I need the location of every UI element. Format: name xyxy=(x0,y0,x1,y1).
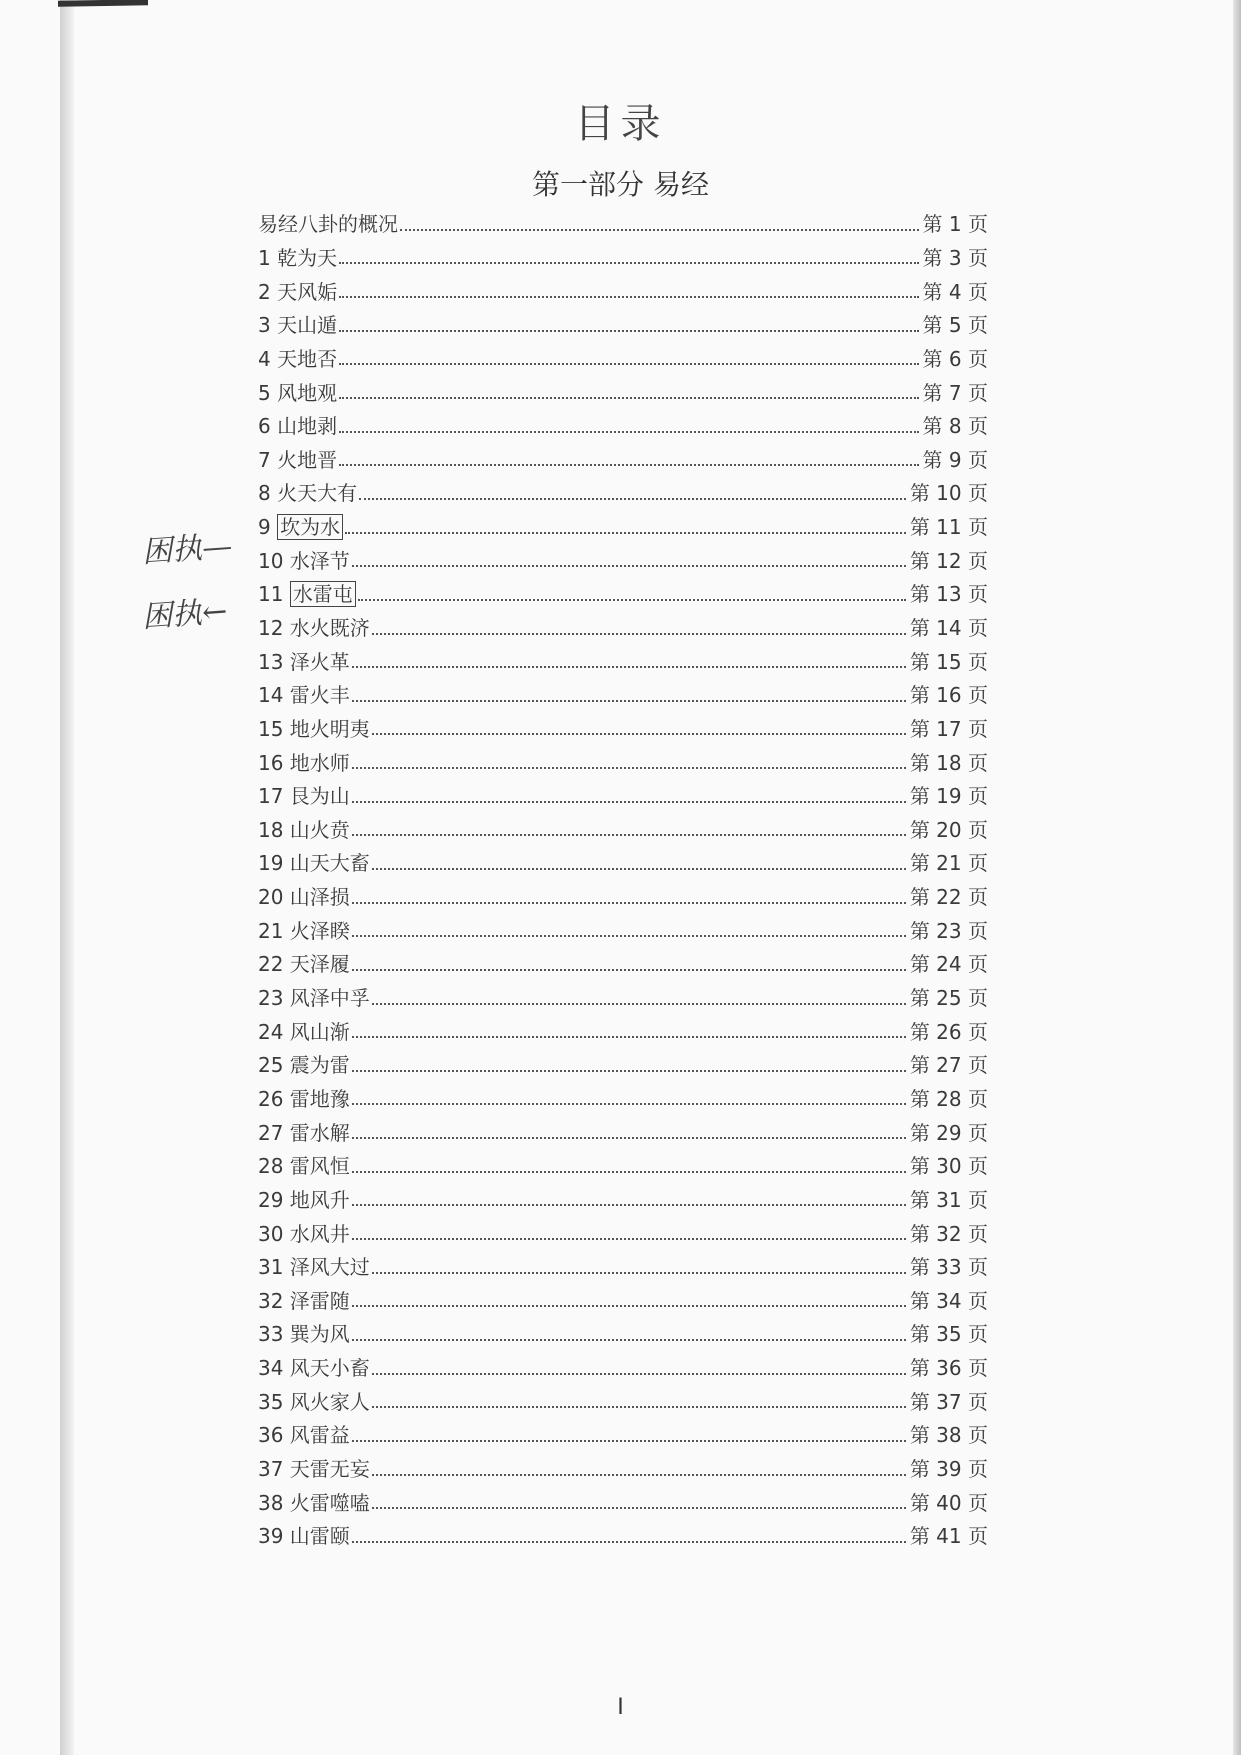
toc-entry[interactable] xyxy=(258,879,988,913)
toc-label: 8 火天大有 xyxy=(258,481,358,506)
toc-entry[interactable] xyxy=(258,711,988,745)
toc-entry[interactable] xyxy=(258,273,988,307)
toc-entry[interactable] xyxy=(258,542,988,576)
toc-label: 18 山火贲 xyxy=(258,817,350,842)
toc-entry[interactable] xyxy=(258,812,988,846)
toc-page: 第 38 页 xyxy=(909,1423,988,1448)
toc-entry[interactable] xyxy=(258,643,988,677)
toc-page: 第 25 页 xyxy=(909,986,988,1011)
dot-leader xyxy=(372,633,906,635)
toc-page: 第 39 页 xyxy=(909,1457,988,1482)
dot-leader xyxy=(339,397,918,399)
toc-label: 15 地火明夷 xyxy=(258,716,370,741)
toc-entry[interactable] xyxy=(258,1383,988,1417)
dot-leader xyxy=(352,1541,906,1543)
toc-entry[interactable] xyxy=(258,408,988,442)
toc-entry[interactable] xyxy=(258,307,988,341)
dot-leader xyxy=(372,868,906,870)
toc-page: 第 15 页 xyxy=(909,649,988,674)
toc-page: 第 29 页 xyxy=(909,1120,988,1145)
dot-leader xyxy=(352,1238,906,1240)
dot-leader xyxy=(345,532,906,534)
toc-page: 第 28 页 xyxy=(909,1086,988,1111)
toc-label: 20 山泽损 xyxy=(258,885,350,910)
dot-leader xyxy=(372,733,906,735)
toc-entry[interactable] xyxy=(258,610,988,644)
dot-leader xyxy=(372,1003,906,1005)
toc-number: 11 xyxy=(258,582,284,607)
toc-label: 32 泽雷随 xyxy=(258,1288,350,1313)
toc-page: 第 41 页 xyxy=(909,1524,988,1549)
dot-leader xyxy=(352,1103,906,1105)
toc-label: 易经八卦的概况 xyxy=(258,212,398,237)
toc-entry[interactable] xyxy=(258,1182,988,1216)
dot-leader xyxy=(372,1507,906,1509)
toc-entry[interactable] xyxy=(258,1249,988,1283)
dot-leader xyxy=(352,1137,906,1139)
toc-entry[interactable] xyxy=(258,341,988,375)
toc-page: 第 18 页 xyxy=(909,750,988,775)
dot-leader xyxy=(352,1440,906,1442)
dot-leader xyxy=(339,363,918,365)
toc-page: 第 5 页 xyxy=(922,313,988,338)
dot-leader xyxy=(372,1406,906,1408)
toc-label xyxy=(258,578,358,607)
toc-label: 12 水火既济 xyxy=(258,616,370,640)
toc-label: 36 风雷益 xyxy=(258,1423,350,1448)
toc-entry[interactable] xyxy=(258,1316,988,1350)
dot-leader xyxy=(352,1070,906,1072)
toc-page: 第 3 页 xyxy=(922,245,988,270)
toc-entry[interactable] xyxy=(258,475,988,509)
toc-label: 33 巽为风 xyxy=(258,1322,350,1347)
toc-page: 第 13 页 xyxy=(909,582,988,607)
boxed-hexagram-name: 坎为水 xyxy=(277,514,343,540)
toc-page: 第 17 页 xyxy=(909,716,988,741)
toc-page: 第 21 页 xyxy=(909,851,988,876)
dot-leader xyxy=(372,1373,906,1375)
toc-entry[interactable] xyxy=(258,240,988,274)
dot-leader xyxy=(400,229,919,231)
toc-entry[interactable] xyxy=(258,1081,988,1115)
toc-entry[interactable] xyxy=(258,845,988,879)
toc-page: 第 31 页 xyxy=(909,1187,988,1212)
toc-page: 第 20 页 xyxy=(909,817,988,842)
scan-mark xyxy=(58,0,148,7)
toc-label: 2 天风姤 xyxy=(258,279,338,304)
toc-label: 4 天地否 xyxy=(258,346,338,371)
toc-page: 第 30 页 xyxy=(909,1154,988,1179)
toc-page: 第 4 页 xyxy=(922,279,988,304)
toc-entry[interactable] xyxy=(258,1114,988,1148)
toc-label: 29 地风升 xyxy=(258,1187,350,1212)
toc-entry-annotated[interactable] xyxy=(258,509,988,543)
toc-entry[interactable] xyxy=(258,1350,988,1384)
dot-leader xyxy=(358,599,906,601)
toc-entry-annotated[interactable] xyxy=(258,576,988,610)
toc-label: 16 地水师 xyxy=(258,750,350,775)
toc-page: 第 11 页 xyxy=(909,515,988,540)
toc-label: 21 火泽睽 xyxy=(258,918,350,943)
toc-label: 31 泽风大过 xyxy=(258,1255,370,1280)
toc-label: 23 风泽中孚 xyxy=(258,986,370,1011)
dot-leader xyxy=(352,969,906,971)
page-edge xyxy=(1233,0,1241,1755)
toc-entry[interactable] xyxy=(258,374,988,408)
toc-page: 第 22 页 xyxy=(909,885,988,910)
toc-entry[interactable] xyxy=(258,744,988,778)
toc-entry[interactable] xyxy=(258,441,988,475)
dot-leader xyxy=(352,565,906,567)
toc-page: 第 27 页 xyxy=(909,1053,988,1078)
boxed-hexagram-name: 水雷屯 xyxy=(290,581,356,607)
toc-page: 第 36 页 xyxy=(909,1356,988,1381)
toc-page: 第 24 页 xyxy=(909,952,988,977)
toc-page: 第 14 页 xyxy=(909,616,988,640)
dot-leader xyxy=(339,330,918,332)
binding-shadow xyxy=(60,0,74,1755)
toc-label: 39 山雷颐 xyxy=(258,1524,350,1549)
toc-label: 27 雷水解 xyxy=(258,1120,350,1145)
handwritten-note: 困执← xyxy=(141,594,229,635)
toc-entry[interactable] xyxy=(258,206,988,240)
toc-label: 22 天泽履 xyxy=(258,952,350,977)
dot-leader xyxy=(352,1305,906,1307)
toc-page: 第 37 页 xyxy=(909,1389,988,1414)
toc-label: 28 雷风恒 xyxy=(258,1154,350,1179)
toc-label: 1 乾为天 xyxy=(258,245,338,270)
toc-label: 34 风天小畜 xyxy=(258,1356,370,1381)
dot-leader xyxy=(339,464,918,466)
toc-page: 第 32 页 xyxy=(909,1221,988,1246)
toc-entry[interactable] xyxy=(258,1148,988,1182)
toc-page: 第 8 页 xyxy=(922,414,988,439)
dot-leader xyxy=(352,935,906,937)
dot-leader xyxy=(352,1036,906,1038)
toc-label: 37 天雷无妄 xyxy=(258,1457,370,1482)
dot-leader xyxy=(339,262,918,264)
toc-entry[interactable] xyxy=(258,1417,988,1451)
toc-entry[interactable] xyxy=(258,1283,988,1317)
toc-entry[interactable] xyxy=(258,946,988,980)
handwritten-note: 困执— xyxy=(141,528,234,571)
toc-page: 第 33 页 xyxy=(909,1255,988,1280)
toc-label: 30 水风井 xyxy=(258,1221,350,1246)
toc-entry[interactable] xyxy=(258,778,988,812)
toc-label: 14 雷火丰 xyxy=(258,683,350,708)
toc-label: 25 震为雷 xyxy=(258,1053,350,1078)
page-title: 目录 xyxy=(574,101,667,147)
toc-label: 6 山地剥 xyxy=(258,414,338,439)
dot-leader xyxy=(352,666,906,668)
toc-label: 24 风山渐 xyxy=(258,1019,350,1044)
section-title: 第一部分 易经 xyxy=(532,168,709,201)
toc-page: 第 16 页 xyxy=(909,683,988,708)
toc-number: 9 xyxy=(258,515,271,540)
dot-leader xyxy=(352,902,906,904)
toc-page: 第 34 页 xyxy=(909,1288,988,1313)
toc-entry[interactable] xyxy=(258,1518,988,1552)
toc-page: 第 23 页 xyxy=(909,918,988,943)
table-of-contents xyxy=(258,206,988,1552)
dot-leader xyxy=(372,1272,906,1274)
toc-label: 7 火地晋 xyxy=(258,447,338,472)
dot-leader xyxy=(352,801,906,803)
toc-entry[interactable] xyxy=(258,980,988,1014)
toc-page: 第 1 页 xyxy=(922,212,988,237)
dot-leader xyxy=(352,1339,906,1341)
toc-label: 38 火雷噬嗑 xyxy=(258,1490,370,1515)
dot-leader xyxy=(372,1474,906,1476)
dot-leader xyxy=(352,1204,906,1206)
dot-leader xyxy=(339,296,918,298)
toc-entry[interactable] xyxy=(258,1451,988,1485)
toc-entry[interactable] xyxy=(258,1013,988,1047)
toc-label: 26 雷地豫 xyxy=(258,1086,350,1111)
toc-page: 第 40 页 xyxy=(909,1490,988,1515)
toc-page: 第 12 页 xyxy=(909,548,988,573)
toc-page: 第 9 页 xyxy=(922,447,988,472)
toc-page: 第 26 页 xyxy=(909,1019,988,1044)
page-number: I xyxy=(617,1695,624,1720)
toc-label: 3 天山遁 xyxy=(258,313,338,338)
toc-page: 第 35 页 xyxy=(909,1322,988,1347)
dot-leader xyxy=(339,431,918,433)
dot-leader xyxy=(352,700,906,702)
dot-leader xyxy=(359,498,906,500)
toc-label: 17 艮为山 xyxy=(258,784,350,809)
toc-label: 10 水泽节 xyxy=(258,548,350,573)
toc-page: 第 7 页 xyxy=(922,380,988,405)
toc-page: 第 19 页 xyxy=(909,784,988,809)
toc-label: 35 风火家人 xyxy=(258,1389,370,1414)
toc-entry[interactable] xyxy=(258,912,988,946)
dot-leader xyxy=(352,834,906,836)
toc-entry[interactable] xyxy=(258,1215,988,1249)
toc-page: 第 6 页 xyxy=(922,346,988,371)
dot-leader xyxy=(352,767,906,769)
toc-page: 第 10 页 xyxy=(909,481,988,506)
toc-entry[interactable] xyxy=(258,1047,988,1081)
dot-leader xyxy=(352,1171,906,1173)
toc-entry[interactable] xyxy=(258,1484,988,1518)
toc-label: 13 泽火革 xyxy=(258,649,350,674)
toc-label: 19 山天大畜 xyxy=(258,851,370,876)
toc-entry[interactable] xyxy=(258,677,988,711)
toc-label: 5 风地观 xyxy=(258,380,338,405)
toc-label xyxy=(258,511,345,540)
